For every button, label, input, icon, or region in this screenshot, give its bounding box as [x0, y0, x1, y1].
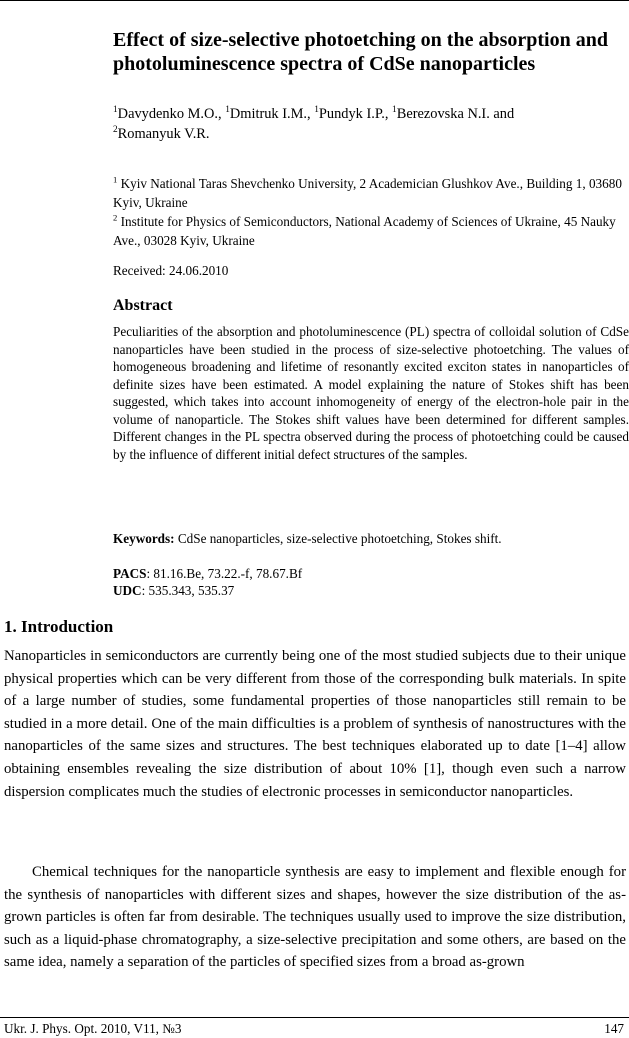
affiliation: $^2$ Institute for Physics of Semiconductors, National Academy of Sciences of Ukraine, 45 Nauky Ave., 03028 Kyiv, Ukraine — [113, 212, 616, 248]
author: $^1$Pundyk I.P., — [314, 105, 393, 122]
abstract-text: Peculiarities of the absorption and photoluminescence (PL) spectra of colloidal solution of CdSe nanoparticles have been studied in the process of size-selective photoetching. The values of homogeneous broadening and lifetime of resonantly excited exciton states in nanoparticles of definite sizes have been estimated. A model explaining the nature of Stokes shift has been suggested, which takes into account inhomogeneity of energy of the electron-hole pair in the volume of nanoparticle. The Stokes shift values have been determined for different samples. Different changes in the PL spectra observed during the process of photoetching could be caused by the influence of different initial defect structures of the samples. — [113, 324, 629, 462]
keywords — [113, 530, 629, 547]
author: $^1$Davydenko M.O., — [113, 105, 226, 122]
classification — [113, 566, 629, 599]
received-date: Received: 24.06.2010 — [113, 263, 229, 278]
section-heading: 1. Introduction — [4, 617, 114, 636]
author: $^1$Dmitruk I.M., — [225, 105, 315, 122]
affiliations — [113, 174, 629, 250]
keywords-text: CdSe nanoparticles, size-selective photoetching, Stokes shift. — [174, 531, 502, 546]
udc: UDC: 535.343, 535.37 — [113, 582, 235, 598]
affiliation: $^1$ Kyiv National Taras Shevchenko University, 2 Academician Glushkov Ave., Building 1, 03680 Kyiv, Ukraine — [113, 174, 622, 210]
page-number: 147 — [604, 1021, 624, 1036]
author-list — [113, 104, 629, 144]
journal-reference: Ukr. J. Phys. Opt. 2010, V11, №3 — [4, 1021, 182, 1036]
paper-title: Effect of size-selective photoetching on the absorption and photoluminescence spectra of CdSe nanoparticles — [113, 29, 608, 75]
author: $^1$Berezovska N.I. and — [392, 105, 515, 122]
pacs: PACS: 81.16.Be, 73.22.-f, 78.67.Bf — [113, 566, 303, 581]
footer-rule — [0, 1017, 629, 1018]
body-paragraph: Nanoparticles in semiconductors are currently being one of the most studied subjects due to their unique physical properties which can be very different from those of the corresponding bulk materials. In spite of a large number of studies, some fundamental properties of those nanoparticles still remain to be studied in a more detail. One of the main difficulties is a problem of synthesis of nanostructures with the nanoparticles of the same sizes and structures. The best techniques elaborated up to date [1–4] allow obtaining ensembles revealing the size distribution of about 10% [1], though even such a narrow dispersion complicates much the studies of electronic processes in semiconductor nanoparticles. — [4, 648, 626, 800]
top-rule — [0, 0, 629, 1]
body-paragraph: Chemical techniques for the nanoparticle synthesis are easy to implement and flexible enough for the synthesis of nanoparticles with different sizes and shapes, however the size distribution of the as-grown particles is often far from desirable. The techniques usually used to improve the size distribution, such as a liquid-phase chromatography, a size-selective precipitation and some others, are based on the same idea, namely a separation of the particles of specified sizes from a broad as-grown — [4, 864, 626, 971]
abstract-heading: Abstract — [113, 297, 173, 314]
author: $^2$Romanyuk V.R. — [113, 125, 210, 142]
keywords-label: Keywords: — [113, 531, 175, 546]
